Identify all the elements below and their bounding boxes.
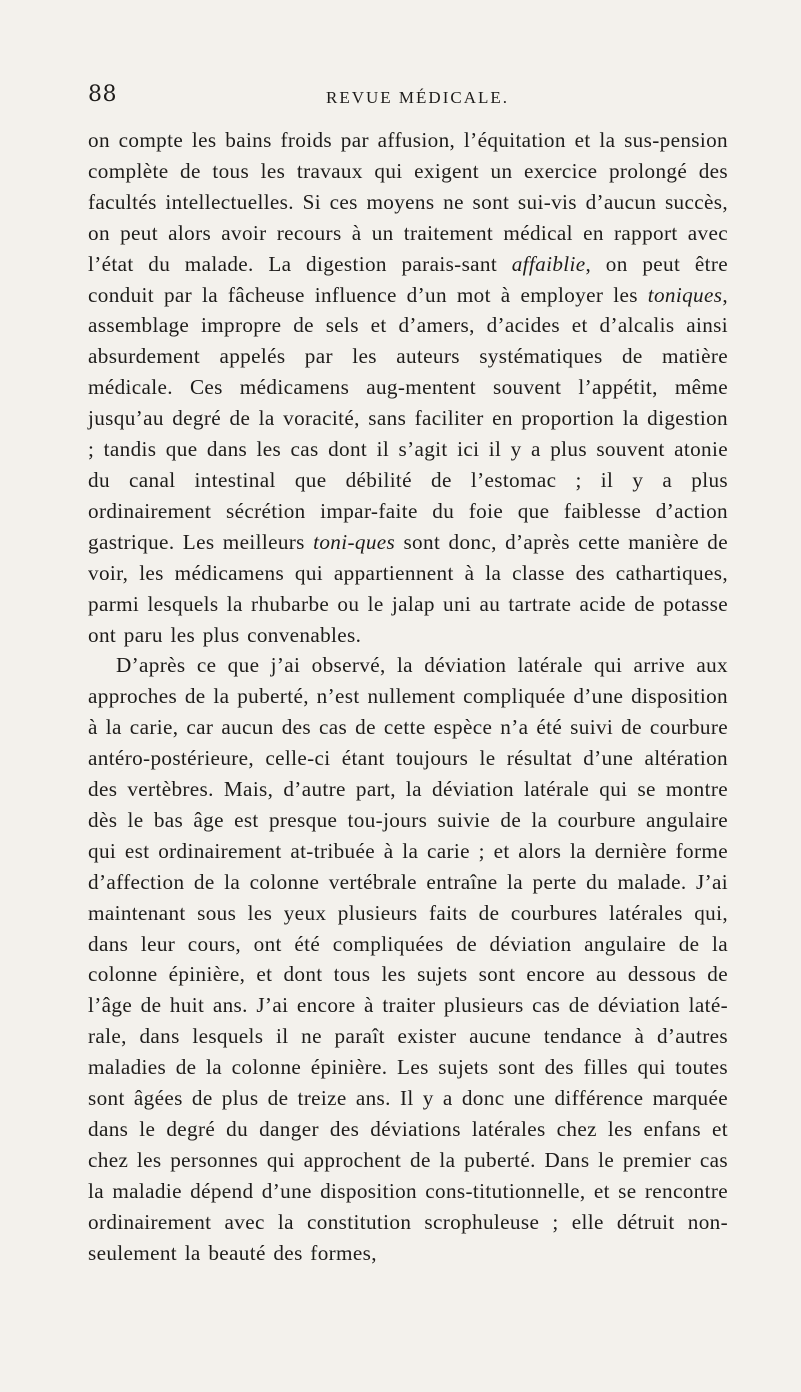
paragraph bbox=[88, 650, 728, 1268]
text-run: , assemblage impropre de sels et d’amers, d’acides et d’alcalis ainsi absurdement appelés par les auteurs systématiques de matière médicale. Ces médicamens aug-mentent souvent l’appétit, même jusqu’au degré de la voracité, sans faciliter en proportion la digestion ; tandis que dans les cas dont il s’agit ici il y a plus souvent atonie du canal intestinal que débilité de l’estomac ; il y a plus ordinairement sécrétion impar-faite du foie que faiblesse d’action gastrique. Les meilleurs bbox=[88, 282, 728, 554]
paragraph bbox=[88, 125, 728, 650]
italic-term: toni-ques bbox=[313, 529, 396, 554]
text-run: sont donc, d’après cette manière de voir, les médicamens qui appartiennent à la classe des cathartiques, parmi lesquels la rhubarbe ou le jalap uni au tartrate acide de potasse ont paru les plus convenables. bbox=[88, 529, 728, 647]
text-run: D’après ce que j’ai observé, la déviation latérale qui arrive aux approches de la puberté, n’est nullement compliquée d’une disposition à la carie, car aucun des cas de cette espèce n’a été suivi de courbure antéro-postérieure, celle-ci étant toujours le résultat d’une altération des vertèbres. Mais, d’autre part, la déviation latérale qui se montre dès le bas âge est presque tou-jours suivie de la courbure angulaire qui est ordinairement at-tribuée à la carie ; et alors la dernière forme d’affection de la colonne vertébrale entraîne la perte du malade. J’ai maintenant sous les yeux plusieurs faits de courbures latérales qui, dans leur cours, ont été compliquées de déviation angulaire de la colonne épinière, et dont tous les sujets sont encore au dessous de l’âge de huit ans. J’ai encore à traiter plusieurs cas de déviation laté-rale, dans lesquels il ne paraît exister aucune tendance à d’autres maladies de la colonne épinière. Les sujets sont des filles qui toutes sont âgées de plus de treize ans. Il y a donc une différence marquée dans le degré du danger des déviations latérales chez les enfans et chez les personnes qui approchent de la puberté. Dans le premier cas la maladie dépend d’une disposition cons-titutionnelle, et se rencontre ordinairement avec la constitution scrophuleuse ; elle détruit non-seulement la beauté des formes, bbox=[88, 653, 728, 1265]
text-run: on compte les bains froids par affusion, l’équitation et la sus-pension complète de tous les travaux qui exigent un exercice prolongé des facultés intellectuelles. Si ces moyens ne sont sui-vis d’aucun succès, on peut alors avoir recours à un traitement médical en rapport avec l’état du malade. La digestion parais-sant bbox=[88, 128, 728, 276]
italic-term: toniques bbox=[647, 282, 723, 307]
page-number: 88 bbox=[88, 82, 117, 107]
page-header bbox=[88, 82, 728, 118]
text-run: , on peut être conduit par la fâcheuse influence d’un mot à employer les bbox=[88, 251, 728, 307]
running-title: REVUE MÉDICALE. bbox=[326, 88, 509, 107]
body-text bbox=[88, 125, 728, 1269]
italic-term: affaiblie bbox=[511, 251, 586, 276]
